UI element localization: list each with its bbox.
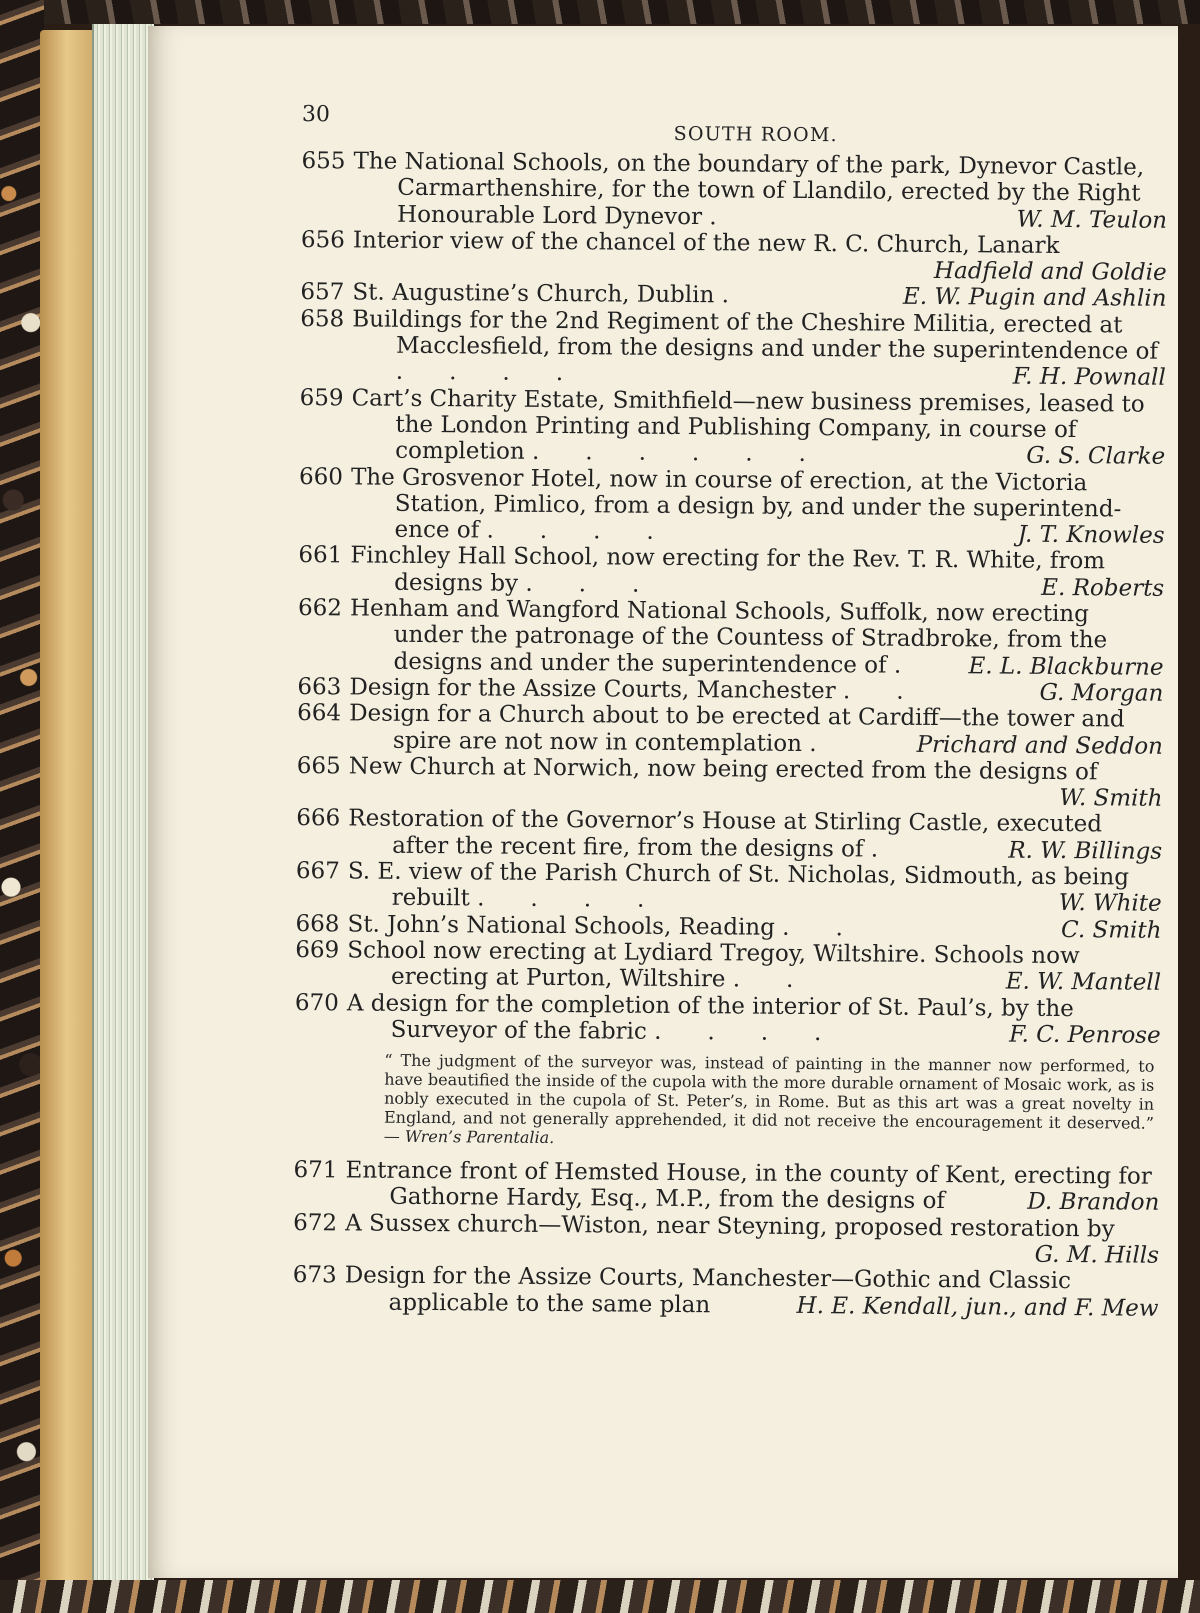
page-edges [92,24,154,1584]
entry-number: 655 [301,147,346,175]
quote-text: “ The judgment of the surveyor was, instead of painting in the manner now performed, to have beautified the inside of the cupola with the more durable ornament of Mosaic work, as is nobly executed in the cupola of St. Peter’s, in Rome. But as this art was a great novelty in England, and not generally apprehended, it did not receive the encouragement it deserved.” — [383,1050,1155,1146]
entry-credit: F. H. Pownall [1012,363,1166,392]
entry-title: Restoration of the Governor’s House at Stirling Castle, executed after the recent fire, from the designs of [348,805,1103,863]
entry-credit: G. Morgan [1039,679,1164,707]
entry-number: 657 [300,279,345,306]
catalogue-entry [296,805,1162,864]
entry-number: 660 [298,463,344,490]
entry-credit: D. Brandon [1027,1189,1160,1217]
entry-title: St. Augustine’s Church, Dublin [352,279,715,309]
entry-credit: E. Roberts [1041,574,1165,602]
entry-leader: . . . [525,570,640,598]
entry-leader: . . [732,966,794,994]
entry-credit: W. Smith [1059,785,1163,812]
entry-credit: G. M. Hills [1034,1241,1160,1269]
entry-title: Design for a Church about to be erected at Cardiff—the tower and spire are not now in contemplation [349,700,1125,757]
entry-number: 670 [294,989,339,1016]
entry-number: 656 [300,226,345,254]
entry-credit: C. Smith [1060,916,1162,944]
entry-title: Design for the Assize Courts, Manchester—Gothic and Classic applicable to the same plan [344,1262,1072,1318]
entry-number: 671 [293,1157,338,1184]
running-head: SOUTH ROOM. [673,122,838,147]
catalogue-entry [292,1262,1158,1321]
catalogue-entry [293,1157,1159,1216]
entry-number: 663 [297,673,342,701]
entry-title: The National Schools, on the boundary of the park, Dynevor Castle, Carmarthenshire, for the town of Llandilo, erected by the Right Honourable Lord Dynevor [353,148,1145,230]
catalogue-entry [298,542,1164,601]
entry-number: 664 [297,700,342,727]
catalogue-entries [295,148,1168,1049]
catalogue-entry [301,227,1167,286]
entry-leader: . . [782,914,843,941]
entry-title: Entrance front of Hemsted House, in the county of Kent, erecting for Gathorne Hardy, Esq., M.P., from the designs of [345,1157,1152,1215]
entry-title: A Sussex church—Wiston, near Steyning, proposed restoration by [345,1210,1115,1243]
entry-title: Henham and Wangford National Schools, Suffolk, now erecting under the patronage of the Countess of Stradbroke, from the designs and under the superintendence of [349,595,1108,679]
entry-leader: . [709,203,717,230]
entry-credit: E. W. Mantell [1005,968,1162,996]
entry-credit: E. W. Pugin and Ashlin [902,284,1167,313]
entry-credit: Prichard and Seddon [916,731,1164,760]
entry-credit: Hadfield and Goldie [933,258,1167,286]
entry-number: 667 [295,857,340,885]
quote-citation: Wren’s Parentalia. [404,1126,555,1148]
entry-title: Buildings for the 2nd Regiment of the Cheshire Militia, erected at Macclesfield, from the designs and under the superintendence of [352,306,1159,365]
entry-credit: F. C. Penrose [1009,1021,1161,1049]
entry-credit: W. White [1058,890,1162,918]
entry-number: 672 [293,1209,338,1236]
entry-number: 673 [292,1262,337,1289]
entry-leader: . [870,836,879,863]
entry-leader: . [893,652,902,679]
entry-credit: E. L. Blackburne [968,652,1164,681]
book-edge-bottom [0,1580,1200,1613]
entry-credit: H. E. Kendall, jun., and F. Mew [796,1292,1159,1322]
entry-title: School now erecting at Lydiard Tregoy, Wiltshire. Schools now erecting at Purton, Wiltshire [347,937,1080,993]
entry-number: 668 [295,910,340,937]
entry-number: 658 [300,305,345,333]
catalogue-entries-continued [292,1157,1159,1322]
entry-number: 661 [298,542,343,569]
entry-title: Interior view of the chancel of the new R. C. Church, Lanark [352,227,1060,259]
entry-leader: . . . . [477,885,645,914]
page-header [302,98,1168,155]
entry-number: 666 [296,805,341,832]
entry-leader: . . . . [654,1018,822,1046]
catalogue-entry [293,1210,1159,1269]
entry-title: S. E. view of the Parish Church of St. Nicholas, Sidmouth, as being rebuilt [347,858,1130,912]
marbled-endpaper [0,0,44,1613]
catalogue-entry [296,858,1162,917]
entry-credit: J. T. Knowles [1017,521,1165,549]
entry-number: 662 [297,595,343,622]
page-number: 30 [301,101,330,128]
entry-leader: . . . . . . [531,439,807,468]
catalogue-entry [300,306,1167,392]
entry-leader: . . . . [395,359,564,387]
entry-title: Cart’s Charity Estate, Smithfield—new business premises, leased to the London Printing and Publishing Company, in course of completion [351,385,1145,466]
entry-number: 669 [295,936,340,964]
entry-leader: . . [842,678,904,705]
entry-leader: . [809,730,817,757]
catalogue-entry [295,937,1161,996]
catalogue-entry [301,148,1168,234]
entry-title: New Church at Norwich, now being erected from the designs of [348,753,1098,786]
catalogue-entry [297,595,1164,681]
catalogue-entry [299,464,1166,550]
entry-title: A design for the completion of the interior of St. Paul’s, by the Surveyor of the fabric [346,989,1074,1045]
entry-title: St. John’s National Schools, Reading [347,910,776,941]
catalogue-entry [296,753,1162,812]
entry-credit: R. W. Billings [1008,837,1163,865]
entry-number: 665 [296,752,341,780]
entry-leader: . [721,282,730,309]
page-text [292,98,1168,1322]
entry-credit: G. S. Clarke [1026,442,1166,471]
entry-number: 659 [299,384,344,412]
entry-title: Design for the Assize Courts, Manchester [349,674,836,705]
catalogue-entry [295,989,1161,1048]
catalogue-entry [297,700,1163,759]
book-edge-top [0,0,1200,24]
book-cover-edge [40,30,100,1590]
entry-leader: . . . . [486,517,654,545]
entry-title: Finchley Hall School, now erecting for the Rev. T. R. White, from designs by [350,542,1106,597]
catalogue-entry [299,385,1166,471]
footnote-quote [384,1051,1155,1152]
entry-credit: W. M. Teulon [1016,206,1168,234]
entry-title: The Grosvenor Hotel, now in course of erection, at the Victoria Station, Pimlico, from a design by, and under the superintendence of [350,463,1122,544]
